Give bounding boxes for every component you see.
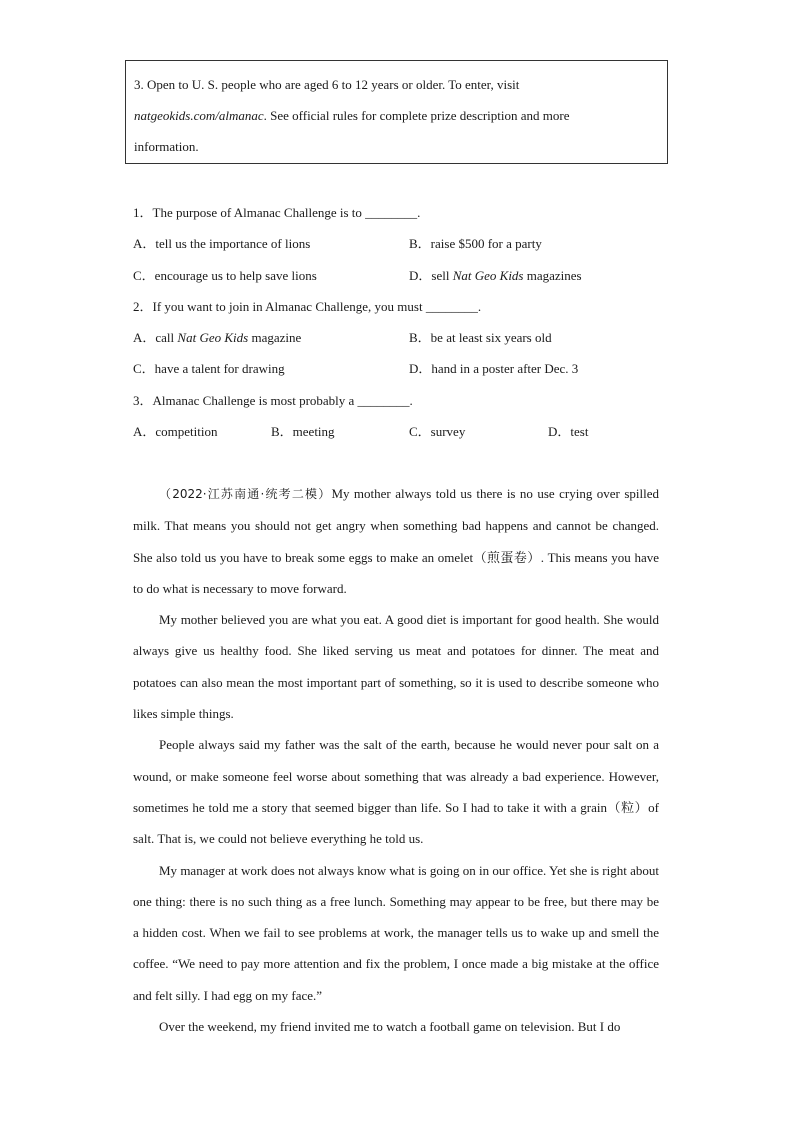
notice-line-1: 3. Open to U. S. people who are aged 6 to 12 years or older. To enter, visit xyxy=(134,77,520,92)
question-2-options-row-1 xyxy=(133,322,673,353)
question-1-option-d[interactable]: D．sell Nat Geo Kids magazines xyxy=(409,267,582,283)
question-2-stem: 2．If you want to join in Almanac Challenge, you must ________. xyxy=(133,298,482,314)
question-1-option-b[interactable]: B．raise $500 for a party xyxy=(409,236,542,252)
question-1-option-a[interactable]: A．tell us the importance of lions xyxy=(133,236,311,252)
question-1-stem: 1．The purpose of Almanac Challenge is to ________. xyxy=(133,205,421,220)
question-3-stem: 3．Almanac Challenge is most probably a ________. xyxy=(133,392,413,408)
question-3-option-b[interactable]: B．meeting xyxy=(271,424,335,440)
notice-box xyxy=(125,60,668,164)
passage-paragraph-2: My mother believed you are what you eat. A good diet is important for good health. She would always give us healthy food. She liked serving us meat and potatoes for dinner. The meat and potatoes can also mean the most important part of something, so it is used to describe someone who likes simple things. xyxy=(133,612,659,722)
notice-line-3: information. xyxy=(134,139,199,154)
question-2-option-c[interactable]: C．have a talent for drawing xyxy=(133,361,285,377)
reading-passage xyxy=(133,478,659,1042)
question-1-options-row-2 xyxy=(133,260,673,291)
question-3-option-d[interactable]: D．test xyxy=(548,424,589,440)
question-2-option-a[interactable]: A．call Nat Geo Kids magazine xyxy=(133,330,302,346)
question-1-options-row-1 xyxy=(133,228,673,259)
passage-paragraph-4: My manager at work does not always know what is going on in our office. Yet she is right about one thing: there is no such thing as a free lunch. Something may appear to be free, but there may be a hidden cost. When we fail to see problems at work, the manager tells us to wake up and smell the coffee. “We need to pay more attention and fix the problem, I once made a big mistake at the office and felt silly. I had egg on my face.” xyxy=(133,862,659,1003)
question-3-options-row xyxy=(133,416,673,447)
question-2-option-b[interactable]: B．be at least six years old xyxy=(409,330,552,346)
passage-source: （2022·江苏南通·统考二模） xyxy=(159,487,332,501)
question-2-option-d[interactable]: D．hand in a poster after Dec. 3 xyxy=(409,361,579,377)
passage-paragraph-1: （2022·江苏南通·统考二模）My mother always told us there is no use crying over spilled milk. That means you should not get angry when something bad happens and cannot be changed. She also told us you have to break some eggs to make an omelet（煎蛋卷）. This means you have to do what is necessary to move forward. xyxy=(133,486,659,596)
question-2-options-row-2 xyxy=(133,353,673,384)
question-1-option-c[interactable]: C．encourage us to help save lions xyxy=(133,267,317,283)
notice-line-2-rest: . See official rules for complete prize description and more xyxy=(263,108,570,123)
passage-paragraph-5: Over the weekend, my friend invited me to watch a football game on television. But I do xyxy=(159,1019,621,1035)
almanac-link-text: natgeokids.com/almanac xyxy=(134,108,264,123)
question-3-option-a[interactable]: A．competition xyxy=(133,424,218,440)
question-block xyxy=(133,197,673,447)
passage-paragraph-3: People always said my father was the salt of the earth, because he would never pour salt on a wound, or make someone feel worse about something that was already a bad experience. However, sometimes he told me a story that seemed bigger than life. So I had to take it with a grain（粒）of salt. That is, we could not believe everything he told us. xyxy=(133,737,659,847)
question-3-option-c[interactable]: C．survey xyxy=(409,424,466,440)
notice-line-2 xyxy=(134,100,659,131)
